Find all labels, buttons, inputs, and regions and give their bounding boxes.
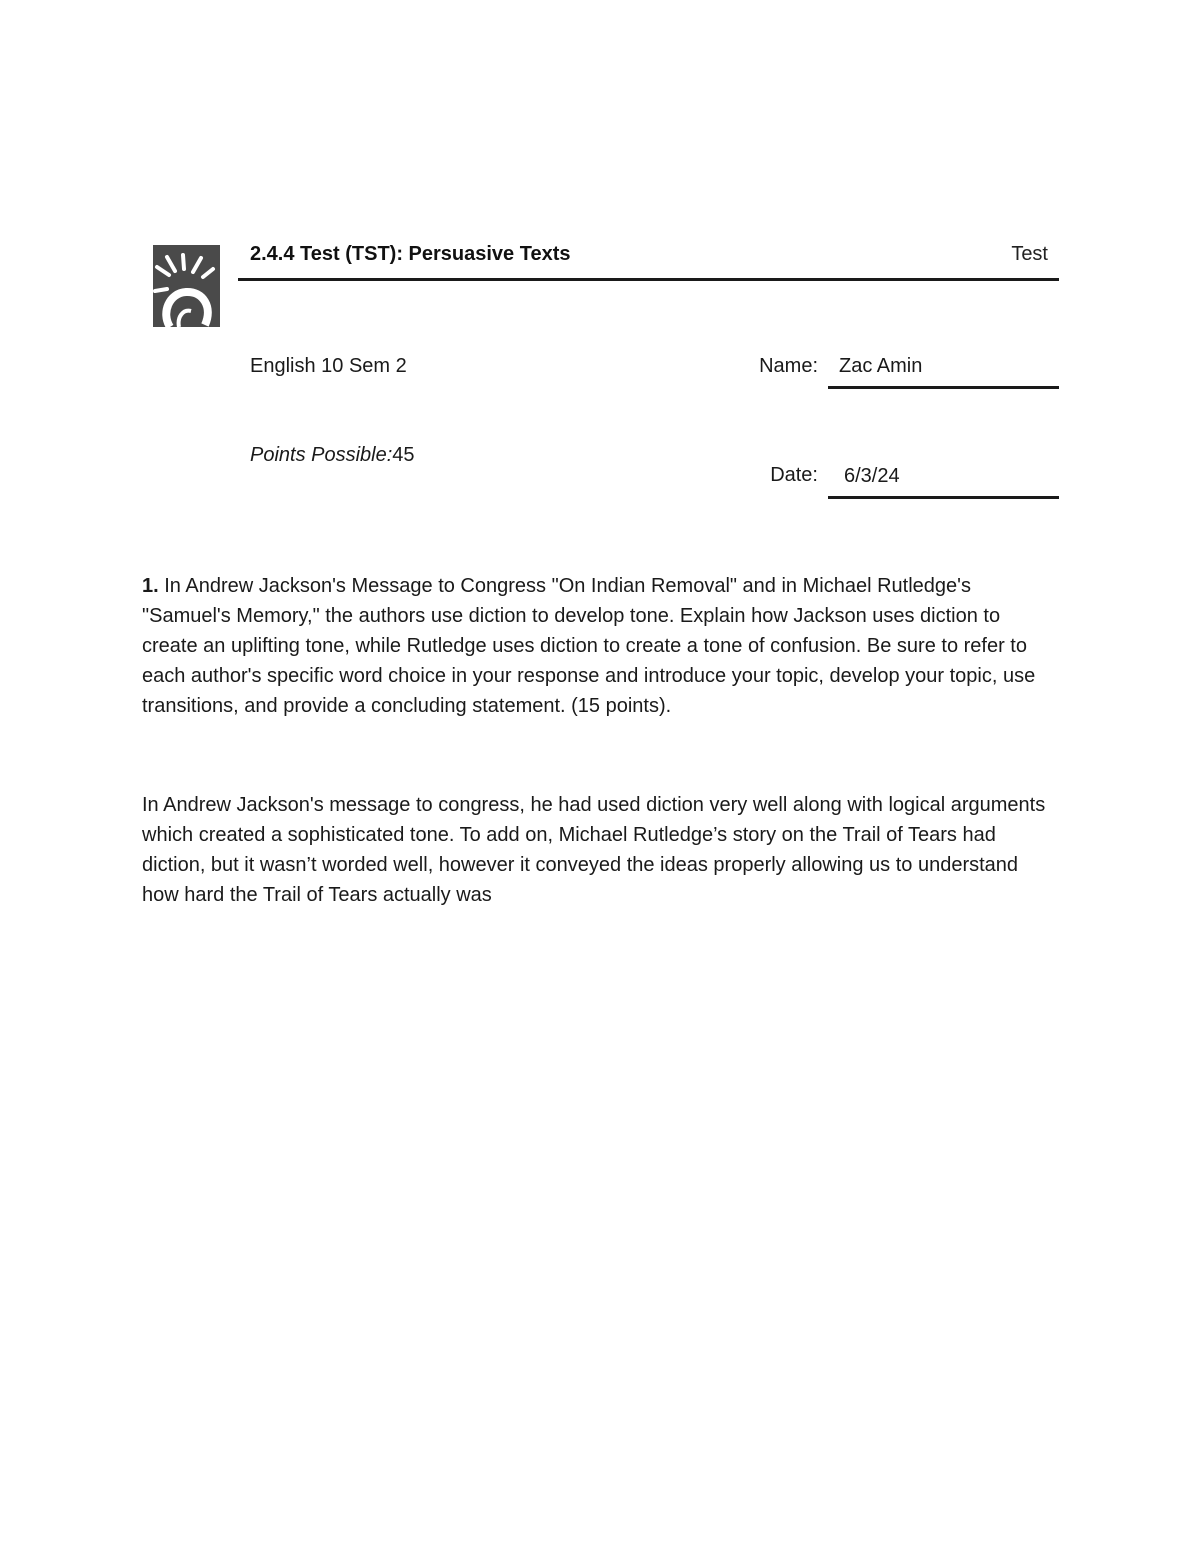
points-possible-value: 45 — [392, 444, 415, 466]
title-divider — [238, 278, 1059, 281]
test-title: 2.4.4 Test (TST): Persuasive Texts — [250, 243, 571, 265]
question-text: In Andrew Jackson's Message to Congress "On Indian Removal" and in Michael Rutledge's "Samuel's Memory," the authors use diction to develop tone. Explain how Jackson uses diction to create an uplifting tone, while Rutledge uses diction to create a tone of confusion. Be sure to refer to each author's specific word choice in your response and introduce your topic, develop your topic, use transitions, and provide a concluding statement. (15 points). — [142, 575, 1036, 717]
answer-response[interactable]: In Andrew Jackson's message to congress, he had used diction very well along with logical arguments which created a sophisticated tone. To add on, Michael Rutledge’s story on the Trail of Tears had diction, but it wasn’t worded well, however it conveyed the ideas properly allowing us to understand how hard the Trail of Tears actually was — [142, 794, 1046, 906]
name-field[interactable]: Zac Amin — [828, 355, 1059, 389]
date-field[interactable]: 6/3/24 — [828, 465, 1059, 499]
course-name: English 10 Sem 2 — [250, 355, 407, 377]
date-label: Date: — [770, 464, 818, 486]
sun-bulb-logo-icon — [153, 245, 220, 327]
points-possible — [250, 444, 415, 467]
question-prompt — [142, 571, 1052, 721]
points-possible-label: Points Possible: — [250, 444, 393, 466]
question-number: 1. — [142, 575, 159, 597]
document-type-label: Test — [1011, 243, 1048, 265]
name-label: Name: — [759, 355, 818, 377]
